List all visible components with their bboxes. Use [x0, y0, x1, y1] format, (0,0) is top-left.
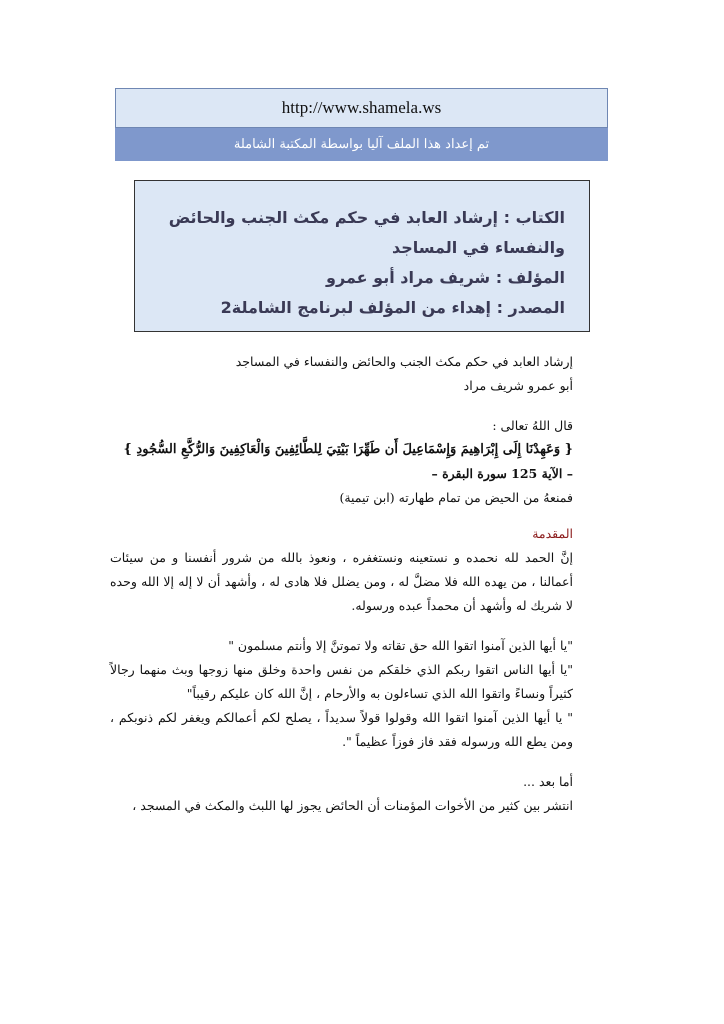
section-heading-intro: المقدمة: [532, 526, 573, 541]
doc-author: أبو عمرو شريف مراد: [463, 378, 573, 393]
quran-verse: { وَعَهِدْنَا إِلَى إِبْرَاهِيمَ وَإِسْمَاعِيلَ أَن طَهِّرَا بَيْتِيَ لِلطَّائِفِينَ وَالْعَاكِفِينَ وَالرُّكَّعِ السُّجُودِ }: [123, 442, 573, 457]
book-info-box: [134, 180, 590, 332]
spacer: [110, 398, 573, 414]
document-body: [110, 350, 573, 818]
spacer: [110, 510, 573, 522]
amma-bad: أما بعد ...: [523, 774, 573, 789]
library-banner: [115, 128, 608, 161]
last-paragraph: انتشر بين كثير من الأخوات المؤمنات أن الحائض يجوز لها اللبث والمكث في المسجد ،: [132, 798, 573, 813]
quote-intro: قال اللهُ تعالى :: [492, 418, 573, 433]
ayah-3: " يا أيها الذين آمنوا اتقوا الله وقولوا قولاً سديداً ، يصلح لكم أعمالكم ويغفر لكم ذنوبكم ، ومن يطع الله ورسوله فقد فاز فوزاً عظيماً ".: [110, 710, 573, 749]
doc-title: إرشاد العابد في حكم مكث الجنب والحائض والنفساء في المساجد: [235, 354, 573, 369]
book-title-line: الكتاب : إرشاد العابد في حكم مكث الجنب والحائض والنفساء في المساجد: [168, 208, 565, 257]
source-url[interactable]: http://www.shamela.ws: [281, 98, 442, 117]
banner-text: تم إعداد هذا الملف آليا بواسطة المكتبة الشاملة: [233, 137, 490, 152]
book-source-line: المصدر : إهداء من المؤلف لبرنامج الشاملة2: [220, 298, 565, 317]
ayah-2: "يا أيها الناس اتقوا ربكم الذي خلقكم من نفس واحدة وخلق منها زوجها وبث منهما رجالاً كثيراً ونساءً واتقوا الله الذي تساءلون به والأرحام ، إنَّ الله كان عليكم رقيباً": [110, 662, 574, 701]
spacer: [110, 618, 573, 634]
book-author-line: المؤلف : شريف مراد أبو عمرو: [326, 268, 565, 287]
intro-paragraph: إنَّ الحمد لله نحمده و نستعينه ونستغفره ، ونعوذ بالله من شرور أنفسنا و من سيئات أعمالنا ، من يهده الله فلا مضلَّ له ، ومن يضلل فلا هادى له ، وأشهد أن لا إله إلا الله وحده لا شريك له وأشهد أن محمداً عبده ورسوله.: [110, 550, 573, 613]
spacer: [110, 754, 573, 770]
source-url-box: [115, 88, 608, 128]
verse-reference: – الآية 125 سورة البقرة –: [431, 466, 573, 481]
scholar-saying: فمنعهُ من الحيض من تمام طهارته (ابن تيمية): [339, 490, 573, 505]
ayah-1: "يا أيها الذين آمنوا اتقوا الله حق تقاته ولا تموتنَّ إلا وأنتم مسلمون ": [228, 638, 573, 653]
